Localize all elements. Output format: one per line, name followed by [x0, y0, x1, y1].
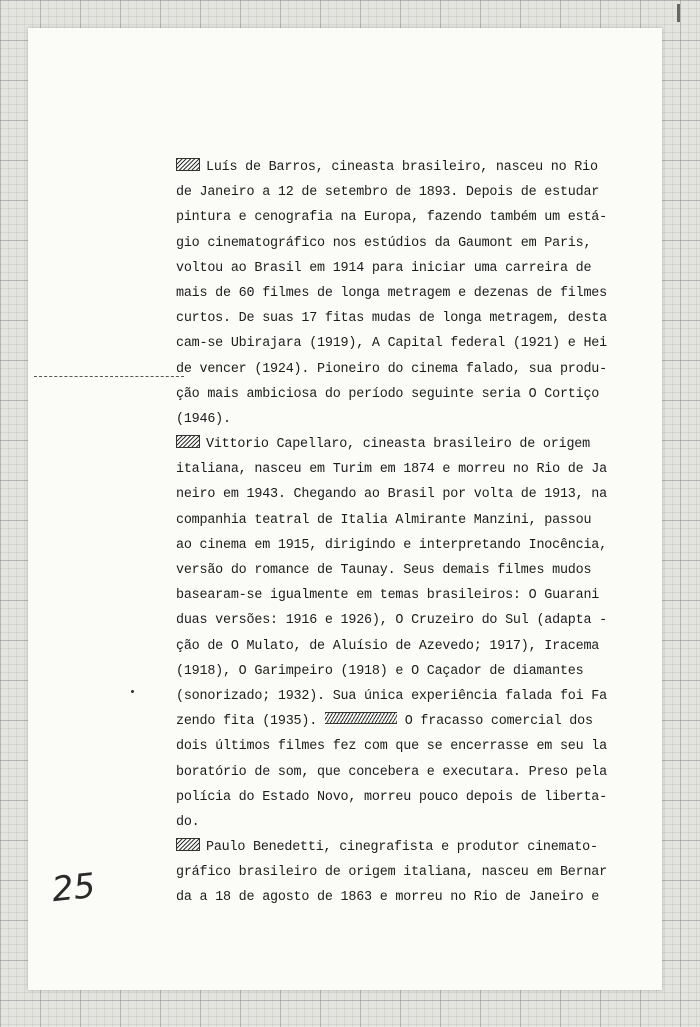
- line-text: Paulo Benedetti, cinegrafista e produtor cinemato-: [206, 840, 598, 856]
- line-text: ao cinema em 1915, dirigindo e interpretando Inocência,: [176, 537, 607, 553]
- text-line: [176, 382, 646, 407]
- text-line: [176, 407, 646, 432]
- typed-text-body: [176, 155, 646, 911]
- line-text: duas versões: 1916 e 1926), O Cruzeiro do Sul (adapta -: [176, 613, 607, 629]
- text-line: [176, 357, 646, 382]
- line-text: ção de O Mulato, de Aluísio de Azevedo; 1917), Iracema: [176, 638, 600, 654]
- line-text: curtos. De suas 17 fitas mudas de longa metragem, desta: [176, 311, 607, 327]
- text-line: [176, 583, 646, 608]
- text-line: [176, 231, 646, 256]
- line-text: cam-se Ubirajara (1919), A Capital federal (1921) e Hei: [176, 336, 607, 352]
- line-text: companhia teatral de Italia Almirante Manzini, passou: [176, 512, 592, 528]
- text-line: [176, 860, 646, 885]
- line-text: (sonorizado; 1932). Sua única experiência falada foi Fa: [176, 688, 607, 704]
- struck-out-text: [325, 712, 397, 724]
- text-line: [176, 457, 646, 482]
- text-line: [176, 709, 646, 734]
- text-line: [176, 608, 646, 633]
- line-text: gio cinematográfico nos estúdios da Gaumont em Paris,: [176, 235, 592, 251]
- line-text: ção mais ambiciosa do período seguinte seria O Cortiço: [176, 386, 600, 402]
- line-text: voltou ao Brasil em 1914 para iniciar uma carreira de: [176, 260, 592, 276]
- text-line: [176, 760, 646, 785]
- line-text: basearam-se igualmente em temas brasileiros: O Guarani: [176, 588, 600, 604]
- line-text: boratório de som, que concebera e executara. Preso pela: [176, 764, 607, 780]
- line-text-after: O fracasso comercial dos: [396, 714, 593, 730]
- line-text: de vencer (1924). Pioneiro do cinema falado, sua produ-: [176, 361, 607, 377]
- text-line: [176, 155, 646, 180]
- text-line: [176, 885, 646, 910]
- text-line: [176, 634, 646, 659]
- line-text: polícia do Estado Novo, morreu pouco depois de liberta-: [176, 789, 607, 805]
- edge-mark: [677, 4, 680, 22]
- line-text: de Janeiro a 12 de setembro de 1893. Depois de estudar: [176, 185, 600, 201]
- line-text: Vittorio Capellaro, cineasta brasileiro de origem: [206, 437, 590, 453]
- line-text: neiro em 1943. Chegando ao Brasil por volta de 1913, na: [176, 487, 607, 503]
- paragraph-mark-icon: [176, 158, 200, 171]
- line-text: da a 18 de agosto de 1863 e morreu no Rio de Janeiro e: [176, 890, 600, 906]
- text-line: [176, 533, 646, 558]
- margin-dot: [131, 690, 134, 693]
- text-line: [176, 659, 646, 684]
- paragraph-mark-icon: [176, 838, 200, 851]
- text-line: [176, 508, 646, 533]
- line-text: zendo fita (1935).: [176, 714, 318, 730]
- text-line: [176, 558, 646, 583]
- text-line: [176, 785, 646, 810]
- paragraph-mark-icon: [176, 435, 200, 448]
- text-line: [176, 281, 646, 306]
- line-text: do.: [176, 814, 200, 830]
- line-text: mais de 60 filmes de longa metragem e dezenas de filmes: [176, 285, 607, 301]
- margin-dashed-line: [34, 376, 184, 377]
- text-line: [176, 180, 646, 205]
- text-line: [176, 734, 646, 759]
- line-text: versão do romance de Taunay. Seus demais filmes mudos: [176, 563, 592, 578]
- line-text: (1946).: [176, 411, 231, 427]
- text-line: [176, 810, 646, 835]
- text-line: [176, 306, 646, 331]
- text-line: [176, 482, 646, 507]
- text-line: [176, 205, 646, 230]
- text-line: [176, 432, 646, 457]
- line-text: dois últimos filmes fez com que se encerrasse em seu la: [176, 739, 607, 755]
- text-line: [176, 256, 646, 281]
- text-line: [176, 835, 646, 860]
- line-text: (1918), O Garimpeiro (1918) e O Caçador de diamantes: [176, 663, 584, 679]
- line-text: italiana, nasceu em Turim em 1874 e morreu no Rio de Ja: [176, 462, 607, 478]
- line-text: gráfico brasileiro de origem italiana, nasceu em Bernar: [176, 865, 607, 881]
- text-line: [176, 331, 646, 356]
- text-line: [176, 684, 646, 709]
- line-text: Luís de Barros, cineasta brasileiro, nasceu no Rio: [206, 160, 598, 175]
- line-text: pintura e cenografia na Europa, fazendo também um está-: [176, 210, 607, 226]
- handwritten-page-number: 25: [50, 865, 98, 911]
